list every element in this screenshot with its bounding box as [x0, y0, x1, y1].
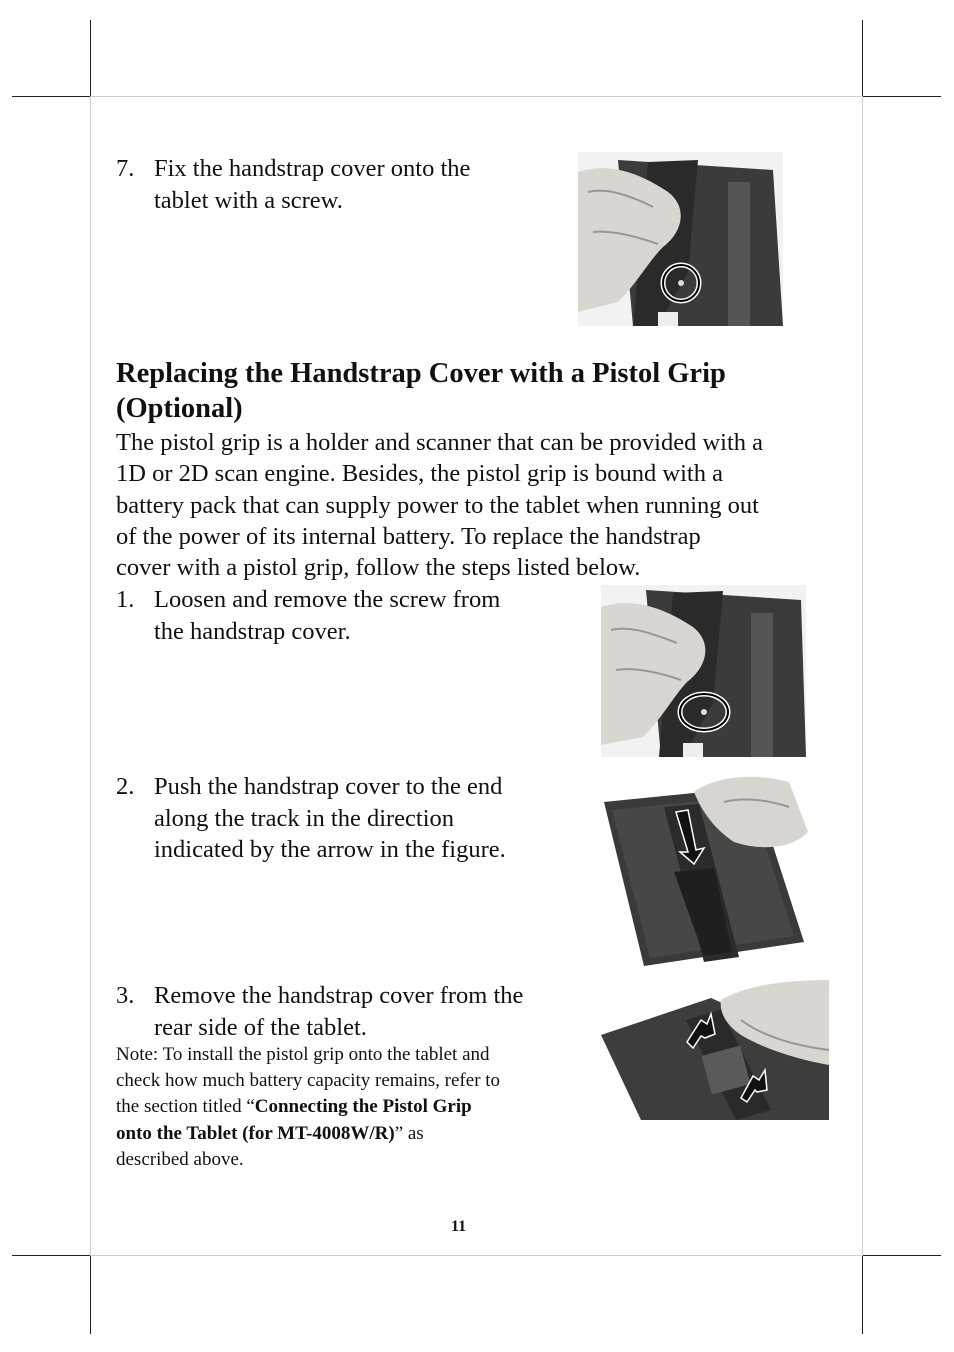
note-line	[116, 1094, 596, 1120]
note	[116, 1042, 596, 1173]
section-reference: Connecting the Pistol Grip	[254, 1096, 472, 1118]
crop-mark	[862, 1256, 863, 1334]
step-7	[116, 153, 576, 217]
step-text-line: rear side of the tablet.	[154, 1013, 367, 1041]
section-intro	[116, 427, 851, 583]
step-3	[116, 980, 596, 1044]
crop-mark	[12, 1255, 90, 1256]
crop-mark	[863, 1255, 941, 1256]
step-number: 2.	[116, 773, 135, 800]
section-title	[116, 356, 846, 426]
note-text: the section titled “	[116, 1096, 255, 1118]
crop-mark	[862, 20, 863, 96]
step-text-line: indicated by the arrow in the figure.	[154, 836, 506, 863]
section-reference: onto the Tablet (for MT-4008W/R)	[116, 1122, 395, 1144]
crop-mark	[12, 96, 90, 97]
step-number: 7.	[116, 155, 135, 182]
step-text-line: Remove the handstrap cover from the	[154, 982, 524, 1009]
note-line: Note: To install the pistol grip onto the tablet and	[116, 1044, 490, 1065]
step-text-line: tablet with a screw.	[154, 186, 343, 214]
page-number: 11	[451, 1218, 467, 1235]
photo-fix-screw	[578, 152, 783, 326]
intro-line: cover with a pistol grip, follow the steps listed below.	[116, 554, 641, 582]
intro-line: 1D or 2D scan engine. Besides, the pistol grip is bound with a	[116, 460, 723, 488]
intro-line: The pistol grip is a holder and scanner that can be provided with a	[116, 429, 764, 456]
step-text-line: Fix the handstrap cover onto the	[154, 155, 471, 182]
crop-mark	[863, 96, 941, 97]
note-text: ” as	[394, 1122, 424, 1144]
step-2	[116, 771, 596, 867]
section-title-line: (Optional)	[116, 393, 243, 424]
step-text-line: Loosen and remove the screw from	[154, 586, 501, 613]
step-text-line: along the track in the direction	[154, 804, 455, 832]
photo-loosen-screw	[601, 585, 806, 757]
photo-remove-cover	[601, 980, 829, 1120]
section-title-line: Replacing the Handstrap Cover with a Pistol Grip	[116, 358, 726, 389]
intro-line: battery pack that can supply power to the tablet when running out	[116, 491, 759, 519]
step-number: 1.	[116, 586, 135, 613]
step-number: 3.	[116, 982, 135, 1009]
crop-mark	[90, 1256, 91, 1334]
intro-line: of the power of its internal battery. To replace the handstrap	[116, 522, 701, 550]
step-text-line: Push the handstrap cover to the end	[154, 773, 503, 800]
crop-mark	[90, 20, 91, 96]
note-line	[116, 1121, 596, 1147]
note-line: described above.	[116, 1148, 244, 1170]
note-line: check how much battery capacity remains, refer to	[116, 1070, 501, 1092]
step-1	[116, 584, 586, 648]
step-text-line: the handstrap cover.	[154, 617, 351, 645]
photo-push-cover	[604, 772, 808, 966]
